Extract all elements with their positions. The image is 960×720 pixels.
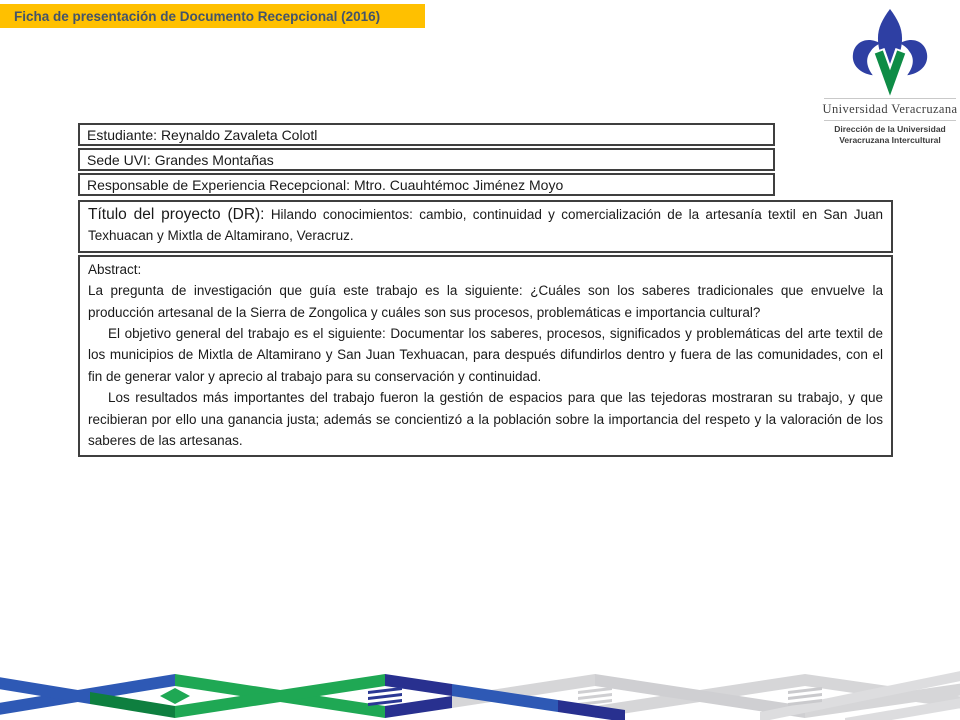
logo-university-name: Universidad Veracruzana [822,102,958,116]
project-title-cell [78,200,893,253]
title-banner [0,4,425,28]
student-info-table [78,123,775,198]
logo-divider [824,120,956,121]
project-title-text: Hilando conocimientos: cambio, continuidad y comercialización de la artesanía textil en San Juan Texhuacan y Mixtla de Altamirano, Veracruz. [88,207,883,244]
banner-title: Ficha de presentación de Documento Recepcional (2016) [14,8,381,24]
info-row-sede: Sede UVI: Grandes Montañas [78,148,775,171]
project-title-label: Título del proyecto (DR): [88,206,265,223]
logo-direction-line2: Veracruzana Intercultural [839,134,941,145]
abstract-cell [78,255,893,458]
logo-direction-line1: Dirección de la Universidad [834,124,946,134]
logo-divider [824,98,956,99]
abstract-paragraph: La pregunta de investigación que guía este trabajo es la siguiente: ¿Cuáles son los saberes tradicionales que envuelve la producción artesanal de la Sierra de Zongolica y cuáles son sus procesos, problemáticas e importancia cultural? [88,283,883,320]
uv-emblem-icon [847,8,933,96]
project-table [78,200,893,459]
info-row-responsable: Responsable de Experiencia Recepcional: Mtro. Cuauhtémoc Jiménez Moyo [78,173,775,196]
footer-ribbon-decoration [0,660,960,720]
abstract-label: Abstract: [88,261,142,277]
logo-direction-name [820,123,960,145]
abstract-paragraph: Los resultados más importantes del trabajo fueron la gestión de espacios para que las tejedoras mostraran su trabajo, y que recibieran por ello una ganancia justa; además se concientizó a la población sobre la importancia del respeto y la valoración de los saberes de las artesanas. [88,390,883,449]
abstract-paragraph: El objetivo general del trabajo es el siguiente: Documentar los saberes, procesos, significados y problemáticas del arte textil de los municipios de Mixtla de Altamirano y San Juan Texhuacan, para después difundirlos dentro y fuera de las comunidades, con el fin de generar valor y aprecio al trabajo para su conservación y continuidad. [88,326,883,384]
info-row-student: Estudiante: Reynaldo Zavaleta Colotl [78,123,775,146]
uv-logo [820,8,960,145]
